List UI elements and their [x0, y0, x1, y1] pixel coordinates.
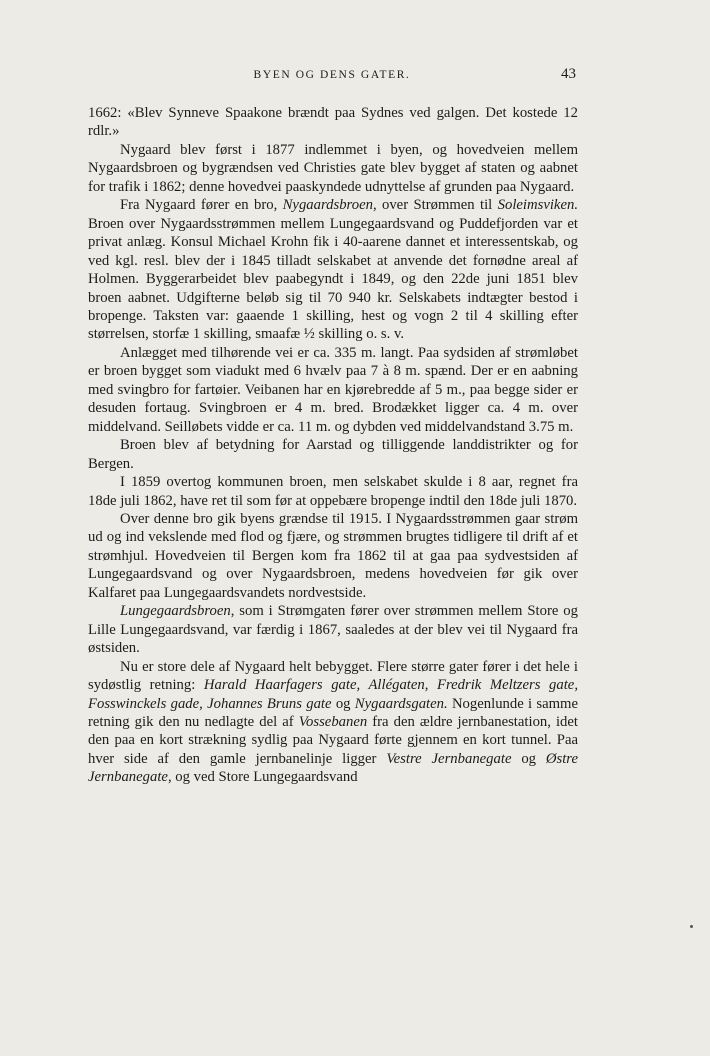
body-text [88, 104, 578, 787]
italic-text: Nygaardsbroen [282, 197, 373, 214]
text-run: 1662: «Blev Synneve Spaakone brændt paa Sydnes ved galgen. Det kostede 12 rdlr.» [88, 105, 578, 140]
running-title: BYEN OG DENS GATER. [253, 69, 411, 81]
paragraph [88, 344, 578, 436]
text-run: Nogenlunde i samme retning gik den nu nedlagte del af [88, 695, 578, 730]
text-run: , som i Strømgaten fører over strømmen mellem Store og Lille Lungegaardsvand, var færdig i 1867, saaledes at der blev vei til Nygaard fra østsiden. [88, 603, 578, 657]
text-run: og [331, 695, 355, 712]
italic-text: Soleimsviken. [497, 197, 578, 214]
text-run: I 1859 overtog kommunen broen, men selskabet skulde i 8 aar, regnet fra 18de juli 1862, have ret til som før at oppebære bropenge indtil den 18de juli 1870. [88, 474, 578, 509]
page-number: 43 [561, 66, 576, 82]
italic-text: Nygaardsgaten. [354, 695, 448, 712]
italic-text: Østre Jernbanegate [88, 750, 578, 786]
text-run: Nu er store dele af Nygaard helt bebygget. Flere større gater fører i det hele i sydøstlig retning: [88, 658, 578, 694]
paragraph [88, 602, 578, 657]
italic-text: Vossebanen [298, 713, 368, 730]
text-run: , og ved Store Lungegaardsvand [167, 769, 358, 786]
text-run: , over Strømmen til [372, 197, 498, 214]
text-run: fra den ældre jernbanestation, idet den paa en kort strækning sydlig paa Nygaard førte gjennem en kort tunnel. Paa hver side af den gamle jernbanelinje ligger [88, 713, 578, 767]
paper-speck [690, 925, 693, 928]
italic-text: Harald Haarfagers gate, Allégaten, Fredrik Meltzers gate, Fosswinckels gade, Johannes Bruns gate [88, 677, 578, 712]
text-run: Anlægget med tilhørende vei er ca. 335 m. langt. Paa sydsiden af strømløbet er broen bygget som viadukt med 6 hvælv paa 7 à 8 m. spænd. Der er en aabning med svingbro for fartøier. Veibanen har en kjørebredde af 5 m., paa begge sider er desuden fortaug. Svingbroen er 4 m. bred. Brodækket ligger ca. 4 m. over middelvand. Seilløbets vidde er ca. 11 m. og dybden ved middelvandstand 3.75 m. [88, 344, 578, 435]
text-run: Broen over Nygaardsstrømmen mellem Lungegaardsvand og Puddefjorden var et privat anlæg. Konsul Michael Krohn fik i 40-aarene dannet et interessentskab, og ved kgl. resl. blev der i 1845 tilladt selskabet at anvende det fornødne areal af Holmen. Byggerarbeidet blev paabegyndt i 1849, og den 22de juni 1851 blev broen aabnet. Udgifterne beløb sig til 70 940 kr. Selskabets indtægter bestod i bropenge. Taksten var: gaaende 1 skilling, hest og vogn 2 til 4 skilling efter størrelsen, storfæ 1 skilling, smaafæ ½ skilling o. s. v. [88, 215, 578, 343]
text-run: Over denne bro gik byens grændse til 1915. I Nygaardsstrømmen gaar strøm ud og ind vekslende med flod og fjære, og strømmen brugtes tidligere til drift af et strømhjul. Hovedveien til Bergen kom fra 1862 til at gaa paa sydvestsiden af Lungegaardsvand og over Nygaardsbroen, medens hovedveien før gik over Kalfaret paa Lungegaardsvandets nordvestside. [88, 510, 578, 601]
page-header [88, 66, 576, 86]
text-run: og [511, 750, 546, 767]
text-run: Nygaard blev først i 1877 indlemmet i byen, og hovedveien mellem Nygaardsbroen og bygrændsen ved Christies gate blev bygget af staten og aabnet for trafik i 1862; denne hovedvei paaskyndede udnyttelse af grunden paa Nygaard. [88, 141, 578, 195]
italic-text: Lungegaardsbroen [120, 603, 231, 620]
paragraph [88, 104, 578, 141]
text-run: Fra Nygaard fører en bro, [120, 197, 283, 214]
paragraph [88, 658, 578, 787]
paragraph [88, 141, 578, 196]
paragraph [88, 436, 578, 473]
paragraph [88, 196, 578, 344]
paragraph [88, 510, 578, 602]
text-run: Broen blev af betydning for Aarstad og tilliggende landdistrikter og for Bergen. [88, 437, 578, 472]
italic-text: Vestre Jernbanegate [386, 750, 512, 767]
paragraph [88, 473, 578, 510]
